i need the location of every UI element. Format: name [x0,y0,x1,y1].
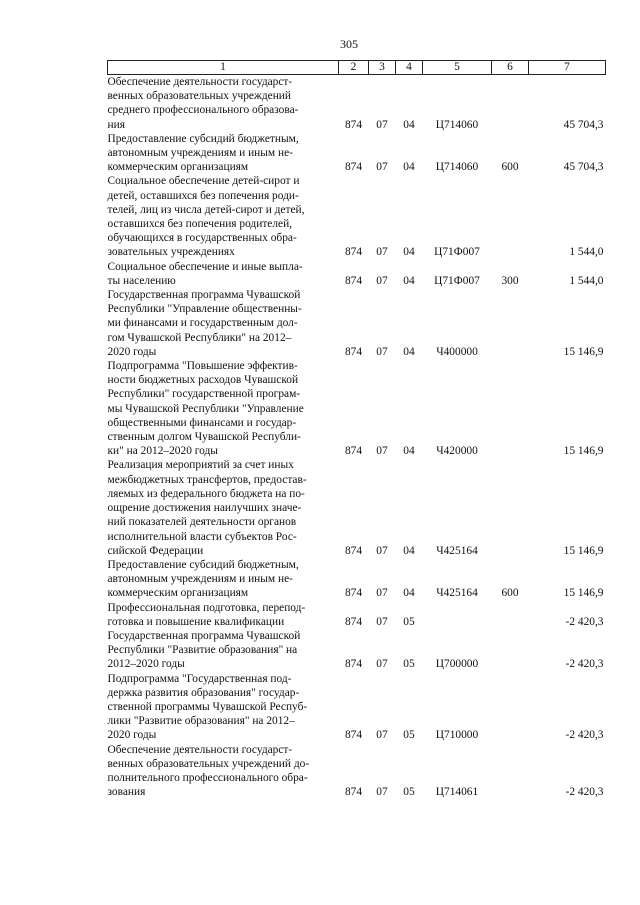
section-code: 07 [376,345,388,358]
table-row [108,174,606,259]
ministry-code: 874 [344,729,363,742]
target-article-code: Ц71Ф007 [434,274,480,287]
amount: -2 420,3 [565,786,604,799]
column-header: 4 [396,61,423,75]
expense-type-code [492,288,529,359]
description-line: Государственная программа Чувашской [107,629,301,642]
section-code: 07 [376,544,388,557]
description-line: ственной программы Чувашской Респуб- [107,700,308,713]
description-line: Социальное обеспечение и иные выпла- [107,260,303,273]
ministry-code: 874 [344,786,363,799]
row-description [108,601,339,629]
description-line: Республики "Развитие образования" на [107,644,298,657]
target-article-code: Ц71Ф007 [434,246,480,259]
description-line: 2020 годы [107,345,157,358]
amount: 15 146,9 [563,345,604,358]
column-header: 6 [492,61,529,75]
table-row [108,359,606,458]
description-line: держка развития образования" государ- [107,686,300,699]
section-code: 07 [376,615,388,628]
description-line: ощрение достижения наилучших значе- [107,502,302,515]
description-line: Республики" государственной програм- [107,388,301,401]
description-line: венных образовательных учреждений до- [107,757,310,770]
description-line: сийской Федерации [107,544,204,557]
description-line: Обеспечение деятельности государст- [107,76,293,88]
row-description [108,260,339,288]
table-body [108,75,606,800]
description-line: 2012–2020 годы [107,658,185,671]
target-article-code: Ч420000 [436,445,478,458]
ministry-code: 874 [344,615,363,628]
amount: 1 544,0 [569,246,604,259]
ministry-code: 874 [344,544,363,557]
amount: -2 420,3 [565,729,604,742]
section-code: 07 [376,118,388,131]
row-description [108,359,339,458]
description-line: ляемых из федерального бюджета на по- [107,487,305,500]
ministry-code: 874 [344,345,363,358]
amount: 45 704,3 [563,161,604,174]
description-line: оставшихся без попечения родителей, [107,218,293,231]
table-row [108,75,606,132]
subsection-code: 04 [403,445,415,458]
row-description [108,132,339,175]
description-line: коммерческим организациям [107,161,249,174]
section-code: 07 [376,658,388,671]
table-row [108,288,606,359]
description-line: венных образовательных учреждений [107,90,292,103]
description-line: автономным учреждениям и иным не- [107,147,293,160]
amount: 1 544,0 [569,274,604,287]
description-line: Подпрограмма "Государственная под- [107,672,292,685]
description-line: Предоставление субсидий бюджетным, [107,558,299,571]
description-line: гом Чувашской Республики" на 2012– [107,331,292,344]
description-line: исполнительной власти субъектов Рос- [107,530,297,543]
ministry-code: 874 [344,658,363,671]
ministry-code: 874 [344,587,363,600]
target-article-code: Ч425164 [436,587,478,600]
table-row [108,458,606,557]
ministry-code: 874 [344,118,363,131]
description-line: ности бюджетных расходов Чувашской [107,374,299,387]
table-row [108,260,606,288]
row-description [108,458,339,557]
expense-type-code: 300 [501,274,519,287]
table-row [108,558,606,601]
amount: 15 146,9 [563,445,604,458]
expense-type-code [492,601,529,629]
amount: -2 420,3 [565,615,604,628]
description-line: детей, оставшихся без попечения роди- [107,189,299,202]
subsection-code: 04 [403,246,415,259]
section-code: 07 [376,786,388,799]
description-line: готовка и повышение квалификации [107,615,285,628]
section-code: 07 [376,274,388,287]
subsection-code: 05 [403,615,415,628]
ministry-code: 874 [344,161,363,174]
column-header: 7 [529,61,606,75]
description-line: ми финансами и государственным дол- [107,317,298,330]
description-line: Профессиональная подготовка, перепод- [107,601,306,614]
description-line: ственным долгом Чувашской Республи- [107,431,301,444]
amount: -2 420,3 [565,658,604,671]
table-row [108,672,606,743]
description-line: ний показателей деятельности органов [107,516,297,529]
target-article-code: Ц700000 [435,658,479,671]
target-article-code: Ц710000 [435,729,479,742]
target-article-code: Ч400000 [436,345,478,358]
table-row [108,743,606,800]
section-code: 07 [376,246,388,259]
row-description [108,558,339,601]
description-line: Реализация мероприятий за счет иных [107,459,294,472]
description-line: 2020 годы [107,729,157,742]
expense-type-code [492,743,529,800]
description-line: зования [107,786,146,799]
subsection-code: 04 [403,274,415,287]
description-line: ты населению [107,274,176,287]
description-line: зовательных учреждениях [107,246,235,259]
subsection-code: 04 [403,544,415,557]
subsection-code: 05 [403,658,415,671]
description-line: межбюджетных трансфертов, предостав- [107,473,307,486]
subsection-code: 04 [403,345,415,358]
target-article-code: Ц714060 [435,161,479,174]
description-line: ния [107,118,125,131]
column-header: 1 [108,61,339,75]
amount: 15 146,9 [563,587,604,600]
description-line: телей, лиц из числа детей-сирот и детей, [107,203,305,216]
subsection-code: 05 [403,729,415,742]
description-line: Социальное обеспечение детей-сирот и [107,175,300,188]
expense-type-code: 600 [501,587,519,600]
expense-type-code [492,359,529,458]
table-row [108,629,606,672]
ministry-code: 874 [344,246,363,259]
amount: 15 146,9 [563,544,604,557]
column-header: 3 [369,61,396,75]
description-line: общественными финансами и государ- [107,416,297,429]
column-header: 5 [423,61,492,75]
table-row [108,132,606,175]
description-line: Государственная программа Чувашской [107,289,301,302]
row-description [108,743,339,800]
header-row [108,61,606,75]
subsection-code: 05 [403,786,415,799]
expense-type-code: 600 [501,161,519,174]
budget-table [107,60,606,799]
target-article-code [423,601,492,629]
description-line: мы Чувашской Республики "Управление [107,402,304,415]
section-code: 07 [376,587,388,600]
ministry-code: 874 [344,445,363,458]
description-line: Предоставление субсидий бюджетным, [107,132,299,145]
table-row [108,601,606,629]
section-code: 07 [376,161,388,174]
subsection-code: 04 [403,118,415,131]
row-description [108,75,339,132]
expense-type-code [492,629,529,672]
description-line: Обеспечение деятельности государст- [107,743,293,756]
section-code: 07 [376,729,388,742]
subsection-code: 04 [403,587,415,600]
row-description [108,629,339,672]
target-article-code: Ч425164 [436,544,478,557]
description-line: полнительного профессионального обра- [107,771,308,784]
target-article-code: Ц714061 [435,786,479,799]
description-line: коммерческим организациям [107,587,249,600]
expense-type-code [492,458,529,557]
row-description [108,672,339,743]
page-number: 305 [340,37,358,51]
description-line: обучающихся в государственных обра- [107,232,297,245]
amount: 45 704,3 [563,118,604,131]
expense-type-code [492,75,529,132]
description-line: автономным учреждениям и иным не- [107,573,293,586]
section-code: 07 [376,445,388,458]
ministry-code: 874 [344,274,363,287]
subsection-code: 04 [403,161,415,174]
description-line: ки" на 2012–2020 годы [107,445,218,458]
row-description [108,174,339,259]
target-article-code: Ц714060 [435,118,479,131]
description-line: лики "Развитие образования" на 2012– [107,715,295,728]
description-line: среднего профессионального образова- [107,104,299,117]
description-line: Подпрограмма "Повышение эффектив- [107,360,298,373]
expense-type-code [492,672,529,743]
row-description [108,288,339,359]
column-header: 2 [339,61,369,75]
description-line: Республики "Управление общественны- [107,303,302,316]
expense-type-code [492,174,529,259]
